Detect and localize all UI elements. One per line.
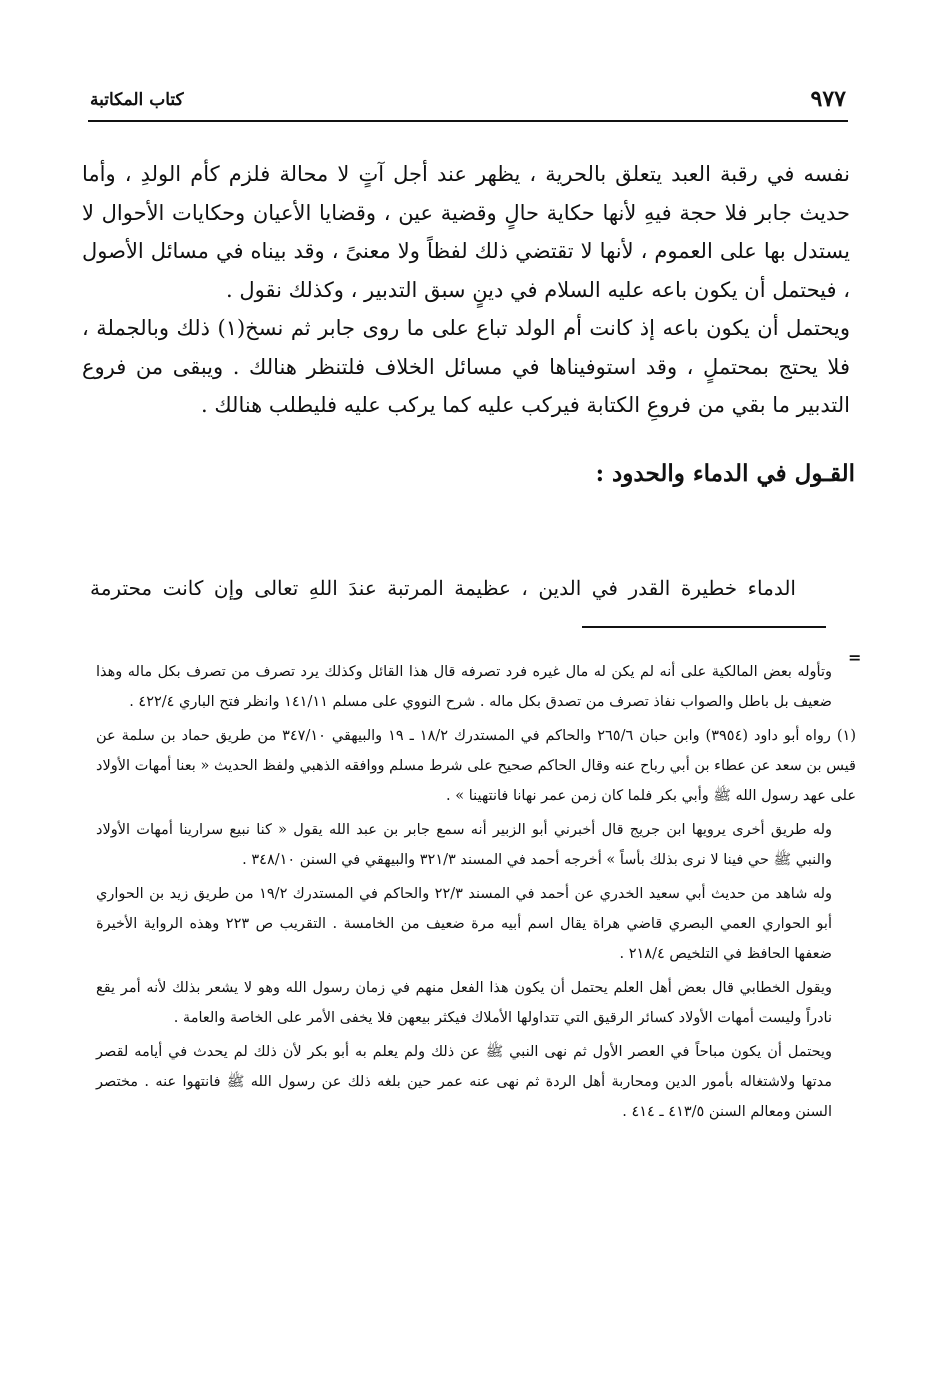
chapter-opening-line: الدماء خطيرة القدر في الدين ، عظيمة المرتبة عندَ اللهِ تعالى وإن كانت محترمة [90,576,796,600]
footnote-continuation-mark: = [848,648,862,667]
footnotes [96,657,856,1131]
page-number: ٩٧٧ [810,86,846,112]
main-text [82,155,850,425]
footnote-1: (١) رواه أبو داود (٣٩٥٤) وابن حبان ٢٦٥/٦ والحاكم في المستدرك ١٨/٢ ـ ١٩ والبيهقي ٣٤٧/١٠ من طريق حماد بن سلمة عن قيس بن سعد عن عطاء بن أبي رباح عنه وقال الحاكم صحيح على شرط مسلم ووافقه الذهبي ولفظ الحديث « بعنا أمهات الأولاد على عهد رسول الله ﷺ وأبي بكر فلما كان زمن عمر نهانا فانتهينا » . [96,728,856,804]
main-paragraph: نفسه في رقبة العبد يتعلق بالحرية ، يظهر عند أجل آتٍ لا محالة فلزم كأم الولدِ ، وأما حديث جابر فلا حجة فيهِ لأنها حكاية حالٍ وقضية عين ، وقضايا الأعيان وحكايات الأحوال لا يستدل بها على العموم ، لأنها لا تقتضي ذلك لفظاً ولا معنىً ، وقد بيناه في مسائل الأصول ، فيحتمل أن يكون باعه عليه السلام في دينٍ سبق التدبير ، وكذلك نقول . [82,162,850,302]
main-paragraph: ويحتمل أن يكون باعه إذ كانت أم الولد تباع على ما روى جابر ثم نسخ(١) ذلك وبالجملة ، فلا يحتج بمحتملٍ ، وقد استوفيناها في مسائل الخلاف فلتنظر هنالك . ويبقى من فروع التدبير ما بقي من فروعِ الكتابة فيركب عليه كما يركب عليه فليطلب هنالك . [82,316,851,417]
footnote-1-other-route: وله طريق أخرى يرويها ابن جريج قال أخبرني أبو الزبير أنه سمع جابر بن عبد الله يقول « كنا نبيع سرارينا أمهات الأولاد والنبي ﷺ حي فينا لا نرى بذلك بأساً » أخرجه أحمد في المسند ٣٢١/٣ والبيهقي في السنن ٣٤٨/١٠ . [96,822,832,868]
footnote-separator [582,626,826,628]
section-heading: القـول في الدماء والحدود : [595,460,855,487]
footnote-continued: وتأوله بعض المالكية على أنه لم يكن له مال غيره فرد تصرفه قال هذا القائل وكذلك يرد تصرف من تصرف بكل ماله وهذا ضعيف بل باطل والصواب نفاذ تصرف من تصدق بكل ماله . شرح النووي على مسلم ١٤١/١١ وانظر فتح الباري ٤٢٢/٤ . [96,664,832,710]
footnote-1-khattabi-2: ويحتمل أن يكون مباحاً في العصر الأول ثم نهى النبي ﷺ عن ذلك ولم يعلم به أبو بكر لأن ذلك لم يحدث في أيامه لقصر مدتها ولاشتغاله بأمور الدين ومحاربة أهل الردة ثم نهى عنه عمر حين بلغه ذلك عن رسول الله ﷺ فانتهوا عنه . مختصر السنن ومعالم السنن ٤١٣/٥ ـ ٤١٤ . [96,1044,832,1120]
footnote-1-khattabi: ويقول الخطابي قال بعض أهل العلم يحتمل أن يكون هذا الفعل منهم في زمان رسول الله وهو لا يشعر بذلك لأنه أمر يقع نادراً وليست أمهات الأولاد كسائر الرقيق التي تتداولها الأملاك فيكثر بيعهن فلا يخفى الأمر على الخاصة والعامة . [96,980,832,1026]
running-title: كتاب المكاتبة [90,90,184,110]
page-header [88,80,848,122]
footnote-1-witness: وله شاهد من حديث أبي سعيد الخدري عن أحمد في المسند ٢٢/٣ والحاكم في المستدرك ١٩/٢ من طريق زيد بن الحواري أبو الحواري العمي البصري قاضي هراة يقال اسم أبيه مرة ضعيف من الخامسة . التقريب ص ٢٢٣ وهذه الرواية الأخيرة ضعفها الحافظ في التلخيص ٢١٨/٤ . [96,886,832,962]
